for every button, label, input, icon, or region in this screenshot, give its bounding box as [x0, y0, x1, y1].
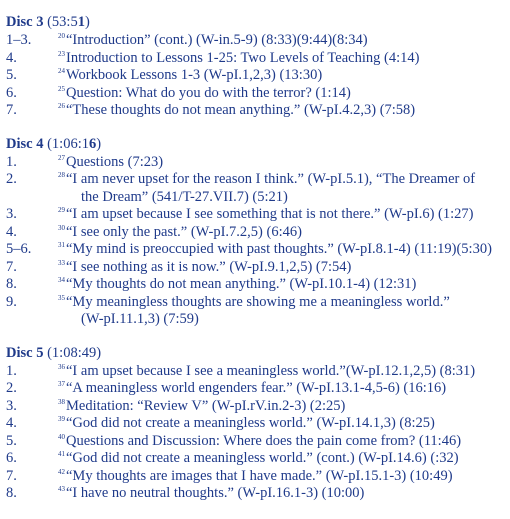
track-title [58, 206, 473, 222]
track-title-text: Workbook Lessons 1-3 (W-pI.1,2,3) (13:30) [66, 67, 323, 83]
track-number: 8. [6, 485, 17, 501]
track-number: 6. [6, 84, 17, 101]
track-number: 7. [6, 102, 17, 118]
track-title-text: “I see only the past.” (W-pI.7.2,5) (6:46) [66, 223, 302, 240]
track-item [6, 85, 506, 103]
footnote-ref: 35 [58, 293, 65, 302]
track-title [58, 50, 419, 66]
track-number: 4. [6, 223, 17, 240]
track-number: 7. [6, 258, 17, 275]
disc-label: Disc 5 [6, 344, 44, 361]
track-number: 5. [6, 432, 17, 449]
footnote-ref: 25 [58, 84, 65, 93]
track-number: 6. [6, 450, 17, 466]
footnote-ref: 31 [58, 241, 65, 249]
track-number: 9. [6, 293, 17, 310]
disc-heading [6, 14, 506, 32]
track-title-text: “I am upset because I see a meaningless world.”(W-pI.12.1,2,5) (8:31) [66, 362, 476, 379]
track-number: 8. [6, 276, 17, 292]
disc-duration-main: (53:5 [47, 14, 78, 30]
track-title [58, 102, 415, 118]
track-number: 1. [6, 153, 17, 170]
track-title-text: “I have no neutral thoughts.” (W-pI.16.1-3) (10:00) [66, 485, 365, 501]
track-item [6, 259, 506, 277]
footnote-ref: 36 [58, 362, 65, 371]
footnote-ref: 40 [58, 432, 65, 441]
track-title [58, 398, 345, 414]
track-item [6, 102, 506, 120]
track-number: 1. [6, 362, 17, 379]
disc-duration-close: ) [96, 135, 102, 152]
track-item [6, 206, 506, 224]
footnote-ref: 26 [58, 102, 65, 110]
footnote-ref: 28 [58, 171, 65, 179]
disc-duration-main: (1:08:49) [47, 344, 102, 361]
track-title [58, 380, 446, 396]
footnote-ref: 39 [58, 415, 65, 423]
disc-duration-bold: 1 [77, 14, 85, 30]
track-title [58, 171, 506, 206]
track-title [58, 363, 475, 379]
track-number: 7. [6, 467, 17, 484]
track-number: 2. [6, 380, 17, 396]
track-number: 3. [6, 397, 17, 414]
track-number: 5–6. [6, 241, 32, 257]
track-title [58, 85, 351, 101]
footnote-ref: 42 [58, 467, 65, 476]
footnote-ref: 38 [58, 397, 65, 406]
track-title-text: “I am never upset for the reason I think.” (W-pI.5.1), “The Dreamer of [66, 171, 476, 187]
track-item [6, 224, 506, 242]
track-item [6, 171, 506, 206]
track-item [6, 294, 506, 329]
track-title-text: “Introduction” (cont.) (W-in.5-9) (8:33)(9:44)(8:34) [66, 32, 368, 48]
footnote-ref: 20 [58, 32, 65, 40]
track-title-text: Question: What do you do with the terror? (1:14) [66, 84, 351, 101]
disc-section [6, 136, 506, 329]
track-title-text: Introduction to Lessons 1-25: Two Levels of Teaching (4:14) [66, 49, 420, 66]
disc-duration [47, 14, 90, 30]
disc-heading [6, 136, 506, 154]
footnote-ref: 29 [58, 206, 65, 214]
footnote-ref: 33 [58, 258, 65, 267]
track-number: 5. [6, 67, 17, 83]
track-item [6, 276, 506, 294]
track-title-text: “I see nothing as it is now.” (W-pI.9.1,2,5) (7:54) [66, 258, 352, 275]
track-title [58, 259, 351, 275]
track-item [6, 380, 506, 398]
track-title-text: Questions and Discussion: Where does the pain come from? (11:46) [66, 432, 462, 449]
track-title [58, 485, 364, 501]
disc-duration-main: (1:06:1 [47, 135, 89, 152]
track-number: 4. [6, 49, 17, 66]
track-title [58, 154, 163, 170]
track-number: 1–3. [6, 32, 32, 48]
footnote-ref: 30 [58, 223, 65, 232]
track-title-text: “My mind is preoccupied with past thoughts.” (W-pI.8.1-4) (11:19)(5:30) [66, 241, 492, 257]
track-title-text: “My thoughts are images that I have made.” (W-pI.15.1-3) (10:49) [66, 467, 453, 484]
track-item [6, 50, 506, 68]
disc-section [6, 14, 506, 120]
track-title [58, 276, 416, 292]
track-listing [6, 14, 506, 519]
track-item [6, 485, 506, 503]
track-item [6, 67, 506, 85]
track-number: 3. [6, 206, 17, 222]
footnote-ref: 43 [58, 485, 65, 493]
disc-section [6, 345, 506, 503]
track-item [6, 363, 506, 381]
footnote-ref: 41 [58, 450, 65, 458]
track-item [6, 450, 506, 468]
footnote-ref: 27 [58, 153, 65, 162]
track-title [58, 241, 492, 257]
track-title-text: “God did not create a meaningless world.” (cont.) (W-pI.14.6) (:32) [66, 450, 459, 466]
track-title [58, 450, 459, 466]
track-title-text: “My thoughts do not mean anything.” (W-pI.10.1-4) (12:31) [66, 276, 417, 292]
track-title-text: “My meaningless thoughts are showing me a meaningless world.” [66, 293, 450, 310]
track-title [58, 67, 322, 83]
track-title-text: “I am upset because I see something that is not there.” (W-pI.6) (1:27) [66, 206, 474, 222]
disc-duration [47, 345, 101, 361]
footnote-ref: 23 [58, 49, 65, 58]
track-title-text: “God did not create a meaningless world.” (W-pI.14.1,3) (8:25) [66, 415, 435, 431]
track-item [6, 415, 506, 433]
track-title-text: “A meaningless world engenders fear.” (W-pI.13.1-4,5-6) (16:16) [66, 380, 447, 396]
track-item [6, 468, 506, 486]
footnote-ref: 34 [58, 276, 65, 284]
track-title-text: Questions (7:23) [66, 153, 164, 170]
disc-label: Disc 4 [6, 135, 44, 152]
track-title-continuation: (W-pI.11.1,3) (7:59) [81, 311, 199, 327]
track-title [58, 294, 506, 329]
track-title [58, 415, 435, 431]
track-title [58, 468, 453, 484]
track-number: 2. [6, 171, 17, 187]
track-title [58, 433, 461, 449]
disc-duration-close: ) [84, 14, 90, 30]
track-item [6, 154, 506, 172]
footnote-ref: 24 [58, 67, 65, 75]
footnote-ref: 37 [58, 380, 65, 388]
track-title [58, 32, 368, 48]
track-title-text: “These thoughts do not mean anything.” (W-pI.4.2,3) (7:58) [66, 102, 416, 118]
disc-duration-bold: 6 [88, 135, 97, 152]
track-title-text: Meditation: “Review V” (W-pI.rV.in.2-3) (2:25) [66, 397, 346, 414]
disc-label: Disc 3 [6, 14, 44, 30]
track-item [6, 241, 506, 259]
track-title-continuation: the Dream” (541/T-27.VII.7) (5:21) [81, 188, 288, 205]
track-number: 4. [6, 415, 17, 431]
track-item [6, 433, 506, 451]
track-item [6, 398, 506, 416]
disc-heading [6, 345, 506, 363]
track-title [58, 224, 302, 240]
disc-duration [47, 136, 101, 152]
track-item [6, 32, 506, 50]
